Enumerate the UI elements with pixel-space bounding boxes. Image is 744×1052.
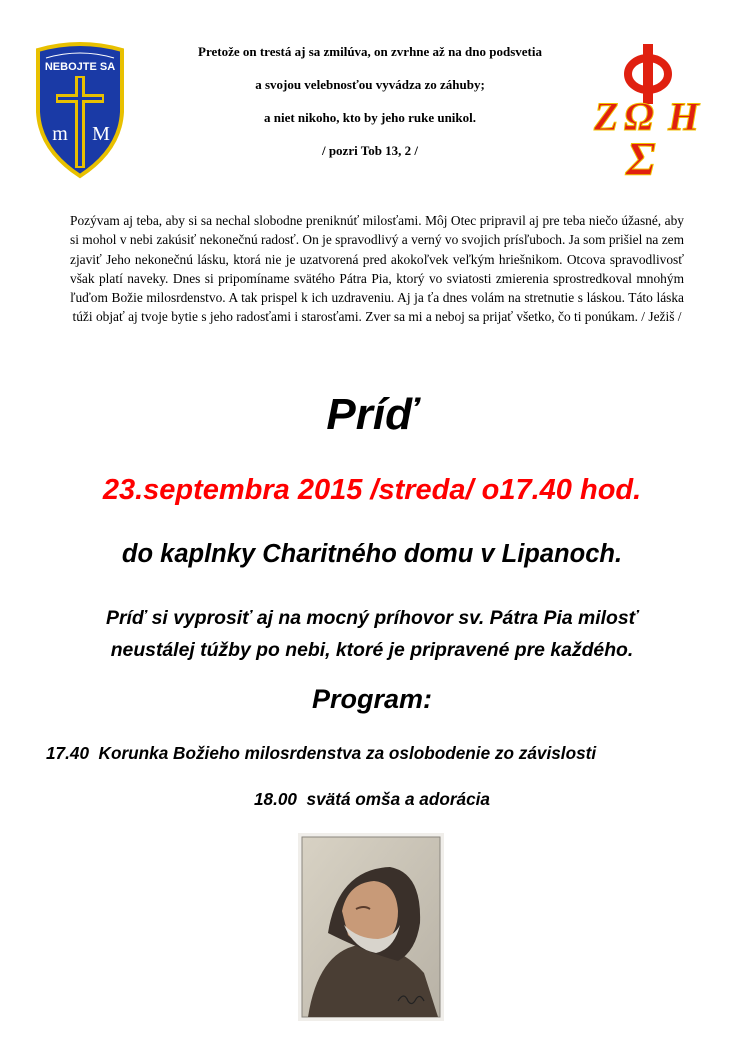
quote-line-1: Pretože on trestá aj sa zmilúva, on zvrhne až na dno podsvetia <box>198 44 542 59</box>
event-date: 23.septembra 2015 /streda/ o17.40 hod. <box>102 474 642 506</box>
program-item-2: 18.00 svätá omša a adorácia <box>253 789 490 809</box>
quote-line-2: a svojou velebnosťou vyvádza zo záhuby; <box>255 77 485 92</box>
program-item-1: 17.40 Korunka Božieho milosrdenstva za oslobodenie zo závislosti <box>46 743 597 763</box>
logo-nebojte-sa-shield-icon <box>32 40 128 180</box>
invite-line-2: neustálej túžby po nebi, ktoré je pripravené pre každého. <box>110 639 634 661</box>
event-place: do kaplnky Charitného domu v Lipanoch. <box>121 540 623 568</box>
padre-pio-portrait-icon <box>298 833 444 1021</box>
event-title: Príď <box>326 390 418 439</box>
logo-left-letter-m: m <box>52 123 68 145</box>
header-quote <box>130 42 610 174</box>
intro-paragraph: Pozývam aj teba, aby si sa nechal slobodne preniknúť milosťami. Môj Otec pripravil aj pre teba niečo úžasné, aby si mohol v nebi zakúsiť nekonečnú radosť. On je spravodlivý a verný vo svojich prísľuboch. Ja som prišiel na zem zjaviť Jeho nekonečnú lásku, ktorá nie je uzatvorená pred akokoľvek veľkým hriešnikom. Otcova spravodlivosť však platí naveky. Dnes si pripomíname svätého Pátra Pia, ktorý vo sviatosti zmierenia sprostredkoval mnohým ľuďom Božie milosrdenstvo. A tak prispel k ich uzdraveniu. Aj ja ťa dnes volám na stretnutie s láskou. Táto láska túži objať aj tvoje bytie s jeho radosťami i starosťami. Zver sa mi a neboj sa prijať všetko, čo ti ponúkam. / Ježiš / <box>70 213 684 325</box>
event-invite <box>40 602 704 666</box>
invite-line-1: Príď si vyprosiť aj na mocný príhovor sv. Pátra Pia milosť <box>106 607 638 629</box>
program-title: Program: <box>311 684 433 714</box>
svg-text:H: H <box>668 94 700 139</box>
logo-left-text: NEBOJTE SA <box>44 61 116 73</box>
logo-phos-zoe-icon <box>588 40 708 185</box>
svg-text:Σ: Σ <box>626 133 656 185</box>
quote-line-3: a niet nikoho, kto by jeho ruke unikol. <box>263 110 477 125</box>
logo-left-letter-M: M <box>92 123 110 145</box>
svg-text:Z: Z <box>594 94 619 139</box>
quote-reference: / pozri Tob 13, 2 / <box>321 143 419 158</box>
svg-text:Ω: Ω <box>624 94 654 139</box>
